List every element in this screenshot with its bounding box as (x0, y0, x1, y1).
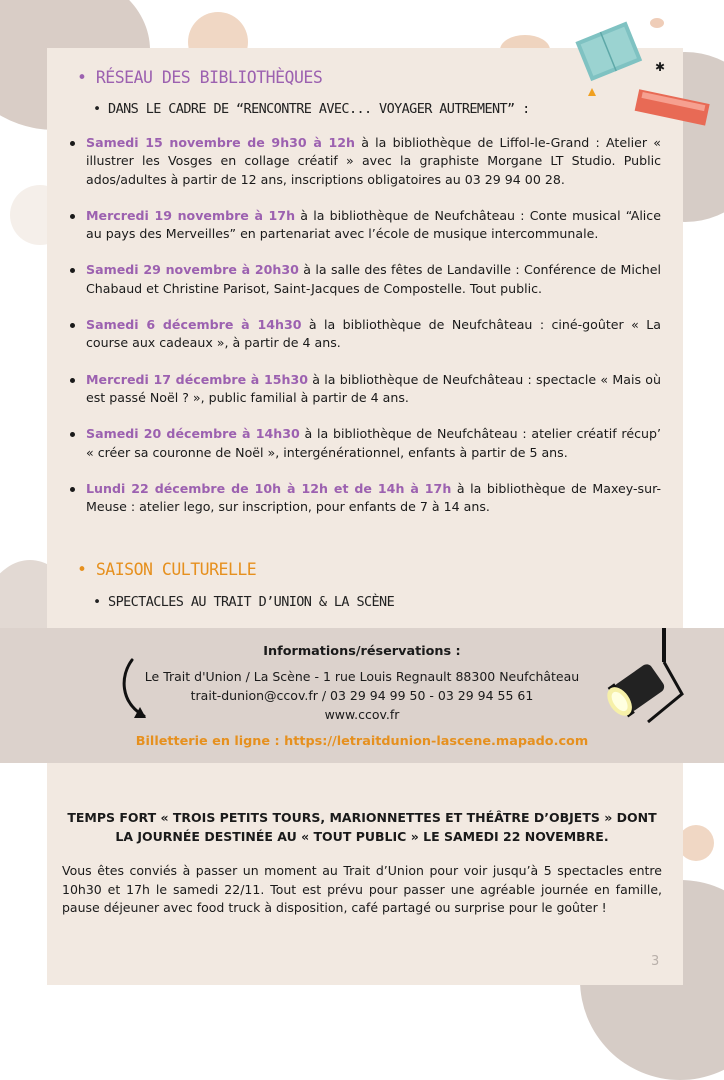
info-title: Informations/réservations : (263, 644, 461, 659)
info-website-link[interactable]: www.ccov.fr (324, 707, 400, 722)
event-description: à la bibliothèque de Liffol-le-Grand : Atelier « illustrer les Vosges en collage créatif » avec la graphiste Morgane LT Studio. Public ados/adultes à partir de 12 ans, inscriptions obligatoires au 03 29 94 00 28. (86, 135, 661, 187)
event-date: Mercredi 17 décembre à 15h30 (86, 371, 308, 387)
event-description: à la bibliothèque de Neufchâteau : Conte musical “Alice au pays des Merveilles” en partenariat avec l’école de musique intercommunale. (86, 207, 661, 242)
list-item (64, 207, 661, 244)
event-description: à la salle des fêtes de Landaville : Conférence de Michel Chabaud et Christine Parisot, Saint-Jacques de Compostelle. Tout public. (86, 262, 662, 296)
temps-fort-body: Vous êtes conviés à passer un moment au Trait d’Union pour voir jusqu’à 5 spectacles entre 10h30 et 17h le samedi 22/11. Tout est prévu pour passer une agréable journée en famille, pause déjeuner avec food truck à disposition, café partagé ou surprise pour le goûter ! (62, 863, 662, 915)
section-heading-saison: • SAISON CULTURELLE (77, 560, 257, 579)
temps-fort-title: TEMPS FORT « TROIS PETITS TOURS, MARIONNETTES ET THÉÂTRE D’OBJETS » DONT LA JOURNÉE DESTINÉE AU « TOUT PUBLIC » LE SAMEDI 22 NOVEMBRE. (67, 810, 657, 844)
event-date: Mercredi 19 novembre à 17h (86, 207, 296, 223)
list-item (64, 480, 661, 517)
list-item (64, 425, 661, 462)
online-ticketing-link[interactable]: Billetterie en ligne : https://letraitdunion-lascene.mapado.com (135, 734, 589, 749)
spotlight-icon (598, 628, 688, 728)
info-contact[interactable]: trait-dunion@ccov.fr / 03 29 94 99 50 - 03 29 94 55 61 (190, 688, 534, 703)
books-icon (570, 18, 715, 133)
event-date: Lundi 22 décembre de 10h à 12h et de 14h à 17h (86, 480, 452, 496)
list-item (64, 371, 661, 408)
list-item (64, 316, 661, 353)
section-subheading-rencontre: • DANS LE CADRE DE “RENCONTRE AVEC... VOYAGER AUTREMENT” : (93, 101, 530, 117)
section-heading-bibliotheques: • RÉSEAU DES BIBLIOTHÈQUES (77, 68, 323, 87)
event-date: Samedi 15 novembre de 9h30 à 12h (86, 135, 355, 150)
event-description: à la bibliothèque de Maxey-sur-Meuse : atelier lego, sur inscription, pour enfants de 7 à 14 ans. (86, 480, 661, 515)
events-list (64, 125, 661, 534)
event-date: Samedi 20 décembre à 14h30 (86, 426, 300, 442)
event-date: Samedi 6 décembre à 14h30 (86, 317, 302, 333)
list-item (64, 261, 661, 298)
list-item (64, 134, 661, 189)
info-band (0, 628, 724, 763)
event-description: à la bibliothèque de Neufchâteau : spectacle « Mais où est passé Noël ? », public familial à partir de 4 ans. (86, 371, 661, 405)
page-number: 3 (651, 954, 660, 969)
event-date: Samedi 29 novembre à 20h30 (86, 262, 299, 278)
decorative-blob (678, 825, 714, 861)
event-description: à la bibliothèque de Neufchâteau : ciné-goûter « La course aux cadeaux », à partir de 4 ans. (86, 317, 661, 351)
section-subheading-spectacles: • SPECTACLES AU TRAIT D’UNION & LA SCÈNE (93, 594, 395, 610)
star-icon: ✱ (655, 60, 666, 74)
event-description: à la bibliothèque de Neufchâteau : atelier créatif récup’ « créer sa couronne de Noël », intergénérationnel, enfants à partir de 5 ans. (86, 426, 661, 460)
info-address: Le Trait d'Union / La Scène - 1 rue Louis Regnault 88300 Neufchâteau (144, 669, 580, 684)
